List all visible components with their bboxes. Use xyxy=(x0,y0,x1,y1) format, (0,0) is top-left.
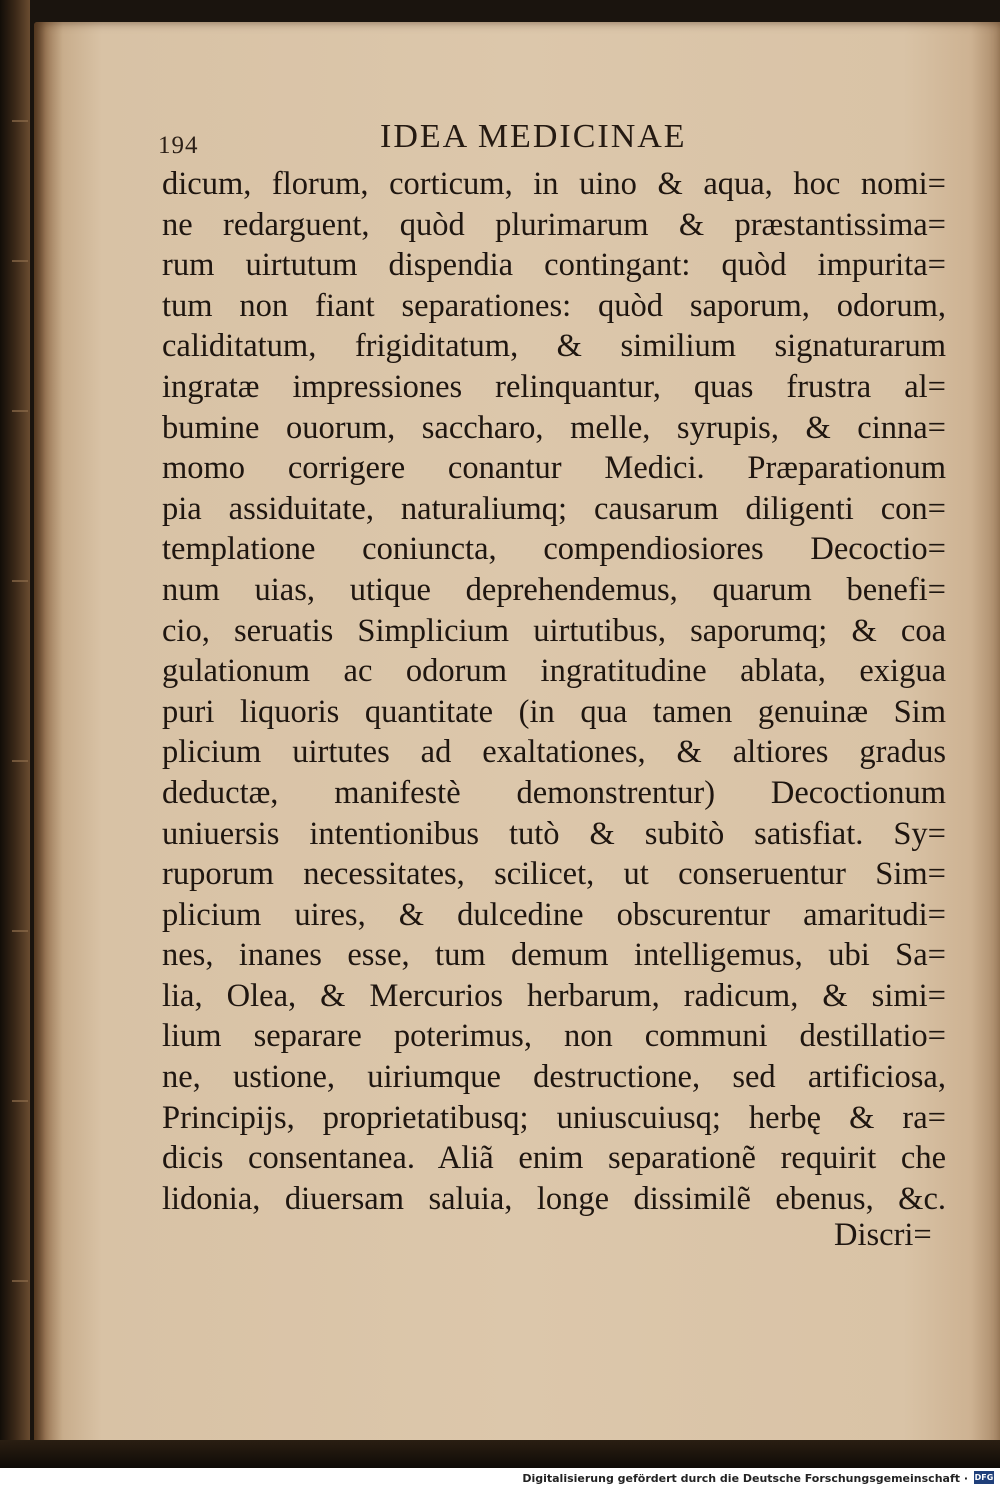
text-line: pia assiduitate, naturaliumq; causarum diligenti con= xyxy=(162,490,946,527)
page-bottom-shadow xyxy=(0,1440,1000,1468)
page-header xyxy=(158,118,958,162)
text-line: lidonia, diuersam saluia, longe dissimilẽ ebenus, &c. xyxy=(162,1180,946,1217)
text-line: nes, inanes esse, tum demum intelligemus, ubi Sa= xyxy=(162,937,946,974)
text-line: templatione coniuncta, compendiosiores Decoctio= xyxy=(162,531,946,568)
body-text xyxy=(162,164,946,1219)
text-line: caliditatum, frigiditatum, & similium signaturarum xyxy=(162,328,946,365)
text-line: puri liquoris quantitate (in qua tamen genuinæ Sim xyxy=(162,693,946,730)
text-line: rum uirtutum dispendia contingant: quòd impurita= xyxy=(162,247,946,284)
text-line: lium separare poterimus, non communi destillatio= xyxy=(162,1018,946,1055)
text-line: ruporum necessitates, scilicet, ut conseruentur Sim= xyxy=(162,856,946,893)
text-line: Principijs, proprietatibusq; uniuscuiusq; herbę & ra= xyxy=(162,1099,946,1136)
text-line: uniuersis intentionibus tutò & subitò satisfiat. Sy= xyxy=(162,815,946,852)
text-line: gulationum ac odorum ingratitudine ablata, exigua xyxy=(162,653,946,690)
text-line: deductæ, manifestè demonstrentur) Decoctionum xyxy=(162,774,946,811)
running-title: IDEA MEDICINAE xyxy=(380,118,687,155)
digitization-credit: Digitalisierung gefördert durch die Deutsche Forschungsgemeinschaft · xyxy=(522,1472,968,1485)
text-line: dicum, florum, corticum, in uino & aqua, hoc nomi= xyxy=(162,166,946,202)
text-line: ne, ustione, uiriumque destructione, sed artificiosa, xyxy=(162,1059,946,1096)
text-line: lia, Olea, & Mercurios herbarum, radicum, & simi= xyxy=(162,977,946,1014)
dfg-logo: DFG xyxy=(974,1473,994,1482)
page-number: 194 xyxy=(158,132,199,159)
text-line: plicium uirtutes ad exaltationes, & altiores gradus xyxy=(162,734,946,771)
text-line: momo corrigere conantur Medici. Præparationum xyxy=(162,450,946,487)
text-line: cio, seruatis Simplicium uirtutibus, saporumq; & coa xyxy=(162,612,946,649)
text-line: tum non fiant separationes: quòd saporum, odorum, xyxy=(162,287,946,324)
text-line: dicis consentanea. Aliã enim separationẽ requirit che xyxy=(162,1140,946,1177)
text-line: num uias, utique deprehendemus, quarum benefi= xyxy=(162,571,946,608)
text-line: ne redarguent, quòd plurimarum & præstantissima= xyxy=(162,206,946,243)
text-line: plicium uires, & dulcedine obscurentur amaritudi= xyxy=(162,896,946,933)
catchword: Discri= xyxy=(834,1217,932,1253)
book-spine-edge xyxy=(0,0,30,1468)
text-line: bumine ouorum, saccharo, melle, syrupis, & cinna= xyxy=(162,409,946,446)
text-line: ingratæ impressiones relinquantur, quas frustra al= xyxy=(162,368,946,405)
